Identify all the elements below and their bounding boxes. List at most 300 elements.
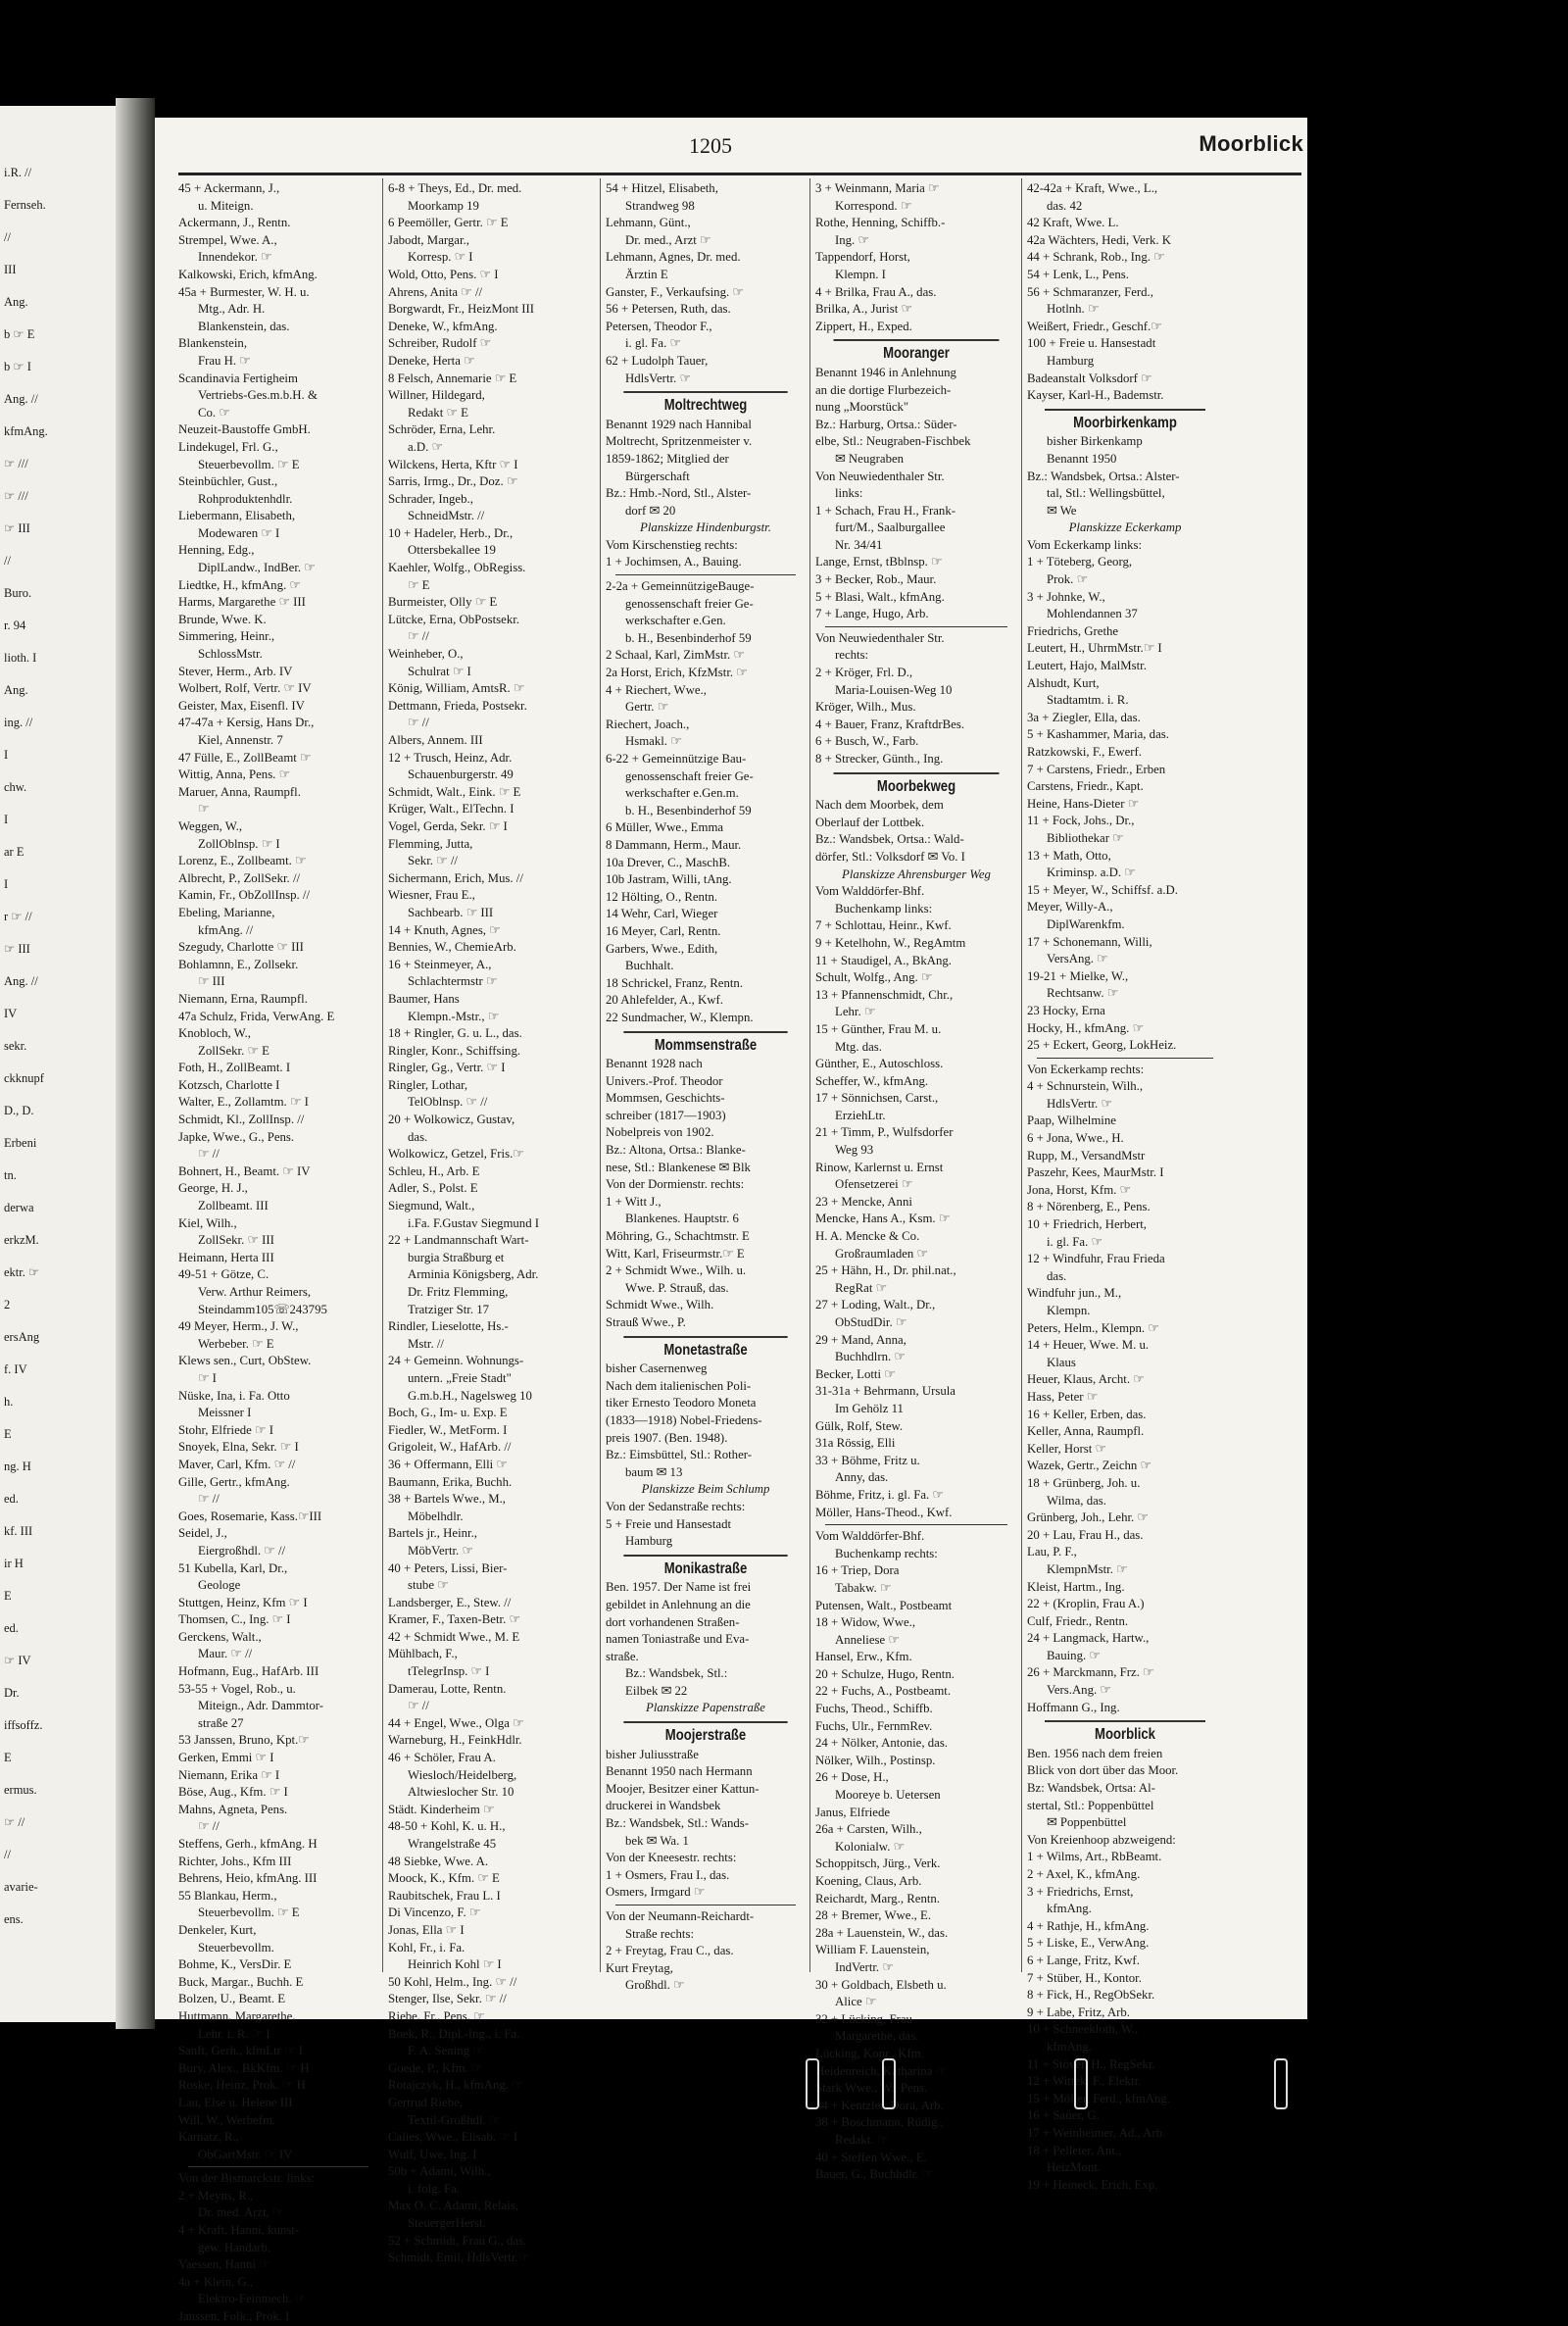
entry-line: 4a + Klein, G., bbox=[178, 2274, 254, 2289]
entry-line: ZollSekr. ☞ E bbox=[198, 1043, 270, 1058]
entry-line: b. H., Besenbinderhof 59 bbox=[625, 630, 752, 645]
entry-line: George, H. J., bbox=[178, 1181, 248, 1196]
entry-line: Calies, Wwe., Elisab. ☞ I bbox=[388, 2130, 518, 2145]
running-head: Moorblick bbox=[1199, 131, 1303, 156]
entry-line: Ofensetzerei ☞ bbox=[835, 1177, 913, 1192]
entry-line: genossenschaft freier Ge- bbox=[625, 596, 754, 611]
entry-line: druckerei in Wandsbek bbox=[606, 1799, 721, 1813]
entry-line: 5 + Freie und Hansestadt bbox=[606, 1516, 732, 1531]
entry-line: Mommsen, Geschichts- bbox=[606, 1091, 725, 1106]
entry-line: Simmering, Heinr., bbox=[178, 629, 275, 644]
entry-line: HdlsVertr. ☞ bbox=[625, 371, 691, 385]
entry-line: Weinheber, O., bbox=[388, 647, 464, 662]
entry-line: dörfer, Stl.: Volksdorf ✉ Vo. I bbox=[815, 849, 965, 864]
entry-line: 2 + Axel, K., kfmAng. bbox=[1027, 1867, 1141, 1881]
entry-line: 6 Peemöller, Gertr. ☞ E bbox=[388, 216, 509, 230]
entry-line: Klaus bbox=[1047, 1355, 1076, 1369]
entry-line: Schulrat ☞ I bbox=[408, 664, 471, 678]
entry-line: 14 + Knuth, Agnes, ☞ bbox=[388, 922, 501, 937]
entry-line: Lütcke, Erna, ObPostsekr. bbox=[388, 612, 519, 626]
entry-line: Heinrich Kohl ☞ I bbox=[408, 1957, 502, 1972]
entry-line: Kamin, Fr., ObZollInsp. // bbox=[178, 888, 311, 903]
entry-line: Schmidt, Kl., ZollInsp. // bbox=[178, 1113, 305, 1127]
entry-line: Von der Dormienstr. rechts: bbox=[606, 1177, 745, 1192]
left-page-text-fragment: b ☞ I bbox=[4, 360, 31, 373]
entry-line: Alice ☞ bbox=[835, 1995, 877, 2009]
entry-line: Buchenkamp rechts: bbox=[835, 1546, 938, 1560]
book-gutter bbox=[116, 98, 155, 2029]
left-page-text-fragment: ar E bbox=[4, 845, 24, 859]
entry-line: 18 + Ringler, G. u. L., das. bbox=[388, 1026, 522, 1041]
entry-line: Huttmann, Margarethe, bbox=[178, 2008, 296, 2023]
entry-line: 17 + Sönnichsen, Carst., bbox=[815, 1091, 939, 1106]
entry-line: 12 + Windfuhr, Frau Frieda bbox=[1027, 1252, 1165, 1266]
entry-line: Zippert, H., Exped. bbox=[815, 319, 912, 333]
entry-line: Henning, Edg., bbox=[178, 543, 255, 558]
entry-line: Anny, das. bbox=[835, 1470, 889, 1485]
left-page-text-fragment: I bbox=[4, 877, 9, 891]
entry-line: 62 + Ludolph Tauer, bbox=[606, 353, 709, 368]
entry-line: 18 + Pelleter, Ant., bbox=[1027, 2143, 1122, 2157]
entry-line: Damerau, Lotte, Rentn. bbox=[388, 1681, 507, 1696]
entry-line: 4 + Riechert, Wwe., bbox=[606, 682, 707, 697]
entry-line: 5 + Liske, E., VerwAng. bbox=[1027, 1936, 1150, 1951]
entry-line: Möhring, G., Schachtmstr. E bbox=[606, 1229, 750, 1244]
left-page-text-fragment: iffsoffz. bbox=[4, 1718, 43, 1732]
entry-line: u. Miteign. bbox=[198, 198, 254, 213]
entry-line: Eiergroßhdl. ☞ // bbox=[198, 1543, 286, 1558]
entry-line: 12 + Trusch, Heinz, Adr. bbox=[388, 750, 513, 765]
entry-line: Becker, Lotti ☞ bbox=[815, 1366, 896, 1381]
entry-line: straße. bbox=[606, 1649, 639, 1663]
entry-line: Wiesloch/Heidelberg, bbox=[408, 1767, 517, 1782]
entry-line: 47a Schulz, Frida, VerwAng. E bbox=[178, 1009, 335, 1023]
entry-line: kfmAng. // bbox=[198, 922, 254, 937]
entry-line: G.m.b.H., Nagelsweg 10 bbox=[408, 1388, 532, 1403]
entry-line: Deneke, W., kfmAng. bbox=[388, 319, 498, 333]
entry-line: Brunde, Wwe. K. bbox=[178, 612, 267, 626]
left-page-text-fragment: // bbox=[4, 554, 11, 568]
entry-line: Wolbert, Rolf, Vertr. ☞ IV bbox=[178, 681, 312, 696]
entry-line: Korrespond. ☞ bbox=[835, 198, 912, 213]
entry-line: SchneidMstr. // bbox=[408, 509, 485, 523]
entry-line: Roske, Heinz, Prok. ☞ H bbox=[178, 2078, 306, 2093]
entry-line: Ackermann, J., Rentn. bbox=[178, 216, 291, 230]
entry-line: ☞ // bbox=[198, 1819, 220, 1834]
entry-line: Moojer, Besitzer einer Kattun- bbox=[606, 1781, 760, 1796]
entry-line: Von Neuwiedenthaler Str. bbox=[815, 469, 945, 483]
entry-line: Rupp, M., VersandMstr bbox=[1027, 1148, 1146, 1163]
left-page-text-fragment: // bbox=[4, 1848, 11, 1861]
entry-line: F. A. Sening ☞ bbox=[408, 2044, 484, 2058]
entry-line: Verw. Arthur Reimers, bbox=[198, 1285, 312, 1299]
entry-line: 20 + Lau, Frau H., das. bbox=[1027, 1527, 1144, 1542]
entry-line: Ganster, F., Verkaufsing. ☞ bbox=[606, 284, 744, 299]
entry-line: Kurt Freytag, bbox=[606, 1960, 673, 1975]
entry-line: Goes, Rosemarie, Kass.☞III bbox=[178, 1509, 322, 1523]
entry-line: bisher Casernenweg bbox=[606, 1361, 708, 1376]
entry-line: kfmAng. bbox=[1047, 2039, 1092, 2054]
entry-line: Rindler, Lieselotte, Hs.- bbox=[388, 1319, 509, 1334]
entry-line: Baumann, Erika, Buchh. bbox=[388, 1474, 513, 1489]
entry-line: ✉ Neugraben bbox=[835, 451, 905, 466]
entry-line: stertal, Stl.: Poppenbüttel bbox=[1027, 1798, 1154, 1812]
entry-line: 47-47a + Kersig, Hans Dr., bbox=[178, 716, 315, 730]
entry-line: ☞ // bbox=[408, 629, 429, 644]
entry-line: 12 + Wittek, F., Elektr. bbox=[1027, 2074, 1142, 2089]
entry-line: Schröder, Erna, Lehr. bbox=[388, 422, 496, 437]
entry-line: Seidel, J., bbox=[178, 1526, 227, 1541]
entry-line: Bohme, K., VersDir. E bbox=[178, 1957, 292, 1972]
entry-line: werkschafter e.Gen.m. bbox=[625, 786, 739, 801]
map-reference-note: Planskizze Ahrensburger Weg bbox=[842, 866, 991, 881]
entry-line: 15 + Möller, Ferd., kfmAng. bbox=[1027, 2091, 1171, 2105]
entry-line: SchlossMstr. bbox=[198, 647, 263, 662]
entry-line: Mooreye b. Uetersen bbox=[835, 1788, 941, 1803]
entry-line: 24 + Gemeinn. Wohnungs- bbox=[388, 1354, 524, 1368]
entry-line: Fuchs, Ulr., FernmRev. bbox=[815, 1718, 933, 1733]
entry-line: Bartels jr., Heinr., bbox=[388, 1526, 477, 1541]
entry-line: Sachbearb. ☞ III bbox=[408, 905, 494, 919]
entry-line: 26a + Carsten, Wilh., bbox=[815, 1822, 922, 1837]
entry-line: Janssen, Folk., Prok. I bbox=[178, 2309, 290, 2324]
entry-line: ✉ Poppenbüttel bbox=[1047, 1815, 1127, 1830]
entry-line: Paszehr, Kees, MaurMstr. I bbox=[1027, 1165, 1164, 1180]
entry-line: 2 + Freytag, Frau C., das. bbox=[606, 1944, 734, 1958]
entry-line: Jonas, Ella ☞ I bbox=[388, 1922, 465, 1937]
entry-line: Im Gehölz 11 bbox=[835, 1401, 904, 1415]
entry-line: Wiesner, Frau E., bbox=[388, 888, 475, 903]
film-sprocket bbox=[1274, 2058, 1288, 2109]
entry-line: Hotlnh. ☞ bbox=[1047, 302, 1100, 317]
entry-line: 18 + Grünberg, Joh. u. bbox=[1027, 1475, 1141, 1490]
entry-line: Redakt ☞ E bbox=[408, 405, 468, 420]
entry-line: Bauer, G., Buchhdlr. ☞ bbox=[815, 2167, 934, 2182]
entry-line: 55 Blankau, Herm., bbox=[178, 1888, 277, 1903]
entry-line: Hansel, Erw., Kfm. bbox=[815, 1650, 912, 1664]
entry-line: Koening, Claus, Arb. bbox=[815, 1874, 922, 1888]
entry-line: Heine, Hans-Dieter ☞ bbox=[1027, 796, 1140, 811]
entry-line: 51 Kubella, Karl, Dr., bbox=[178, 1560, 288, 1575]
entry-line: ☞ III bbox=[198, 974, 225, 989]
street-heading: Moorbekweg bbox=[834, 772, 1000, 796]
entry-line: 6 + Busch, W., Farb. bbox=[815, 734, 919, 749]
left-page-text-fragment: Ang. bbox=[4, 295, 28, 309]
entry-line: Krüger, Walt., ElTechn. I bbox=[388, 802, 514, 817]
entry-line: Ottersbekallee 19 bbox=[408, 543, 496, 558]
entry-line: 8 + Strecker, Günth., Ing. bbox=[815, 752, 944, 766]
left-page-fragment bbox=[0, 106, 116, 2022]
entry-line: Strempel, Wwe. A., bbox=[178, 232, 277, 247]
left-page-text-fragment: h. bbox=[4, 1395, 14, 1409]
entry-line: Von der Neumann-Reichardt- bbox=[606, 1909, 755, 1923]
entry-line: i. gl. Fa. ☞ bbox=[1047, 1234, 1102, 1249]
entry-line: das. bbox=[1047, 1268, 1067, 1283]
entry-line: Rotajczyk, H., kfmAng. ☞ bbox=[388, 2078, 523, 2093]
entry-line: Grigoleit, W., HafArb. // bbox=[388, 1440, 512, 1455]
entry-line: 3 + Johnke, W., bbox=[1027, 589, 1105, 604]
entry-line: Wolkowicz, Getzel, Fris.☞ bbox=[388, 1147, 524, 1162]
entry-line: 2 + Schmidt Wwe., Wilh. u. bbox=[606, 1263, 747, 1278]
entry-line: 26 + Dose, H., bbox=[815, 1770, 889, 1785]
entry-line: ObGartMstr. ☞ IV bbox=[198, 2147, 293, 2161]
entry-line: 7 + Carstens, Friedr., Erben bbox=[1027, 762, 1166, 776]
entry-line: Schmidt, Emil, HdlsVertr.☞ bbox=[388, 2251, 530, 2265]
street-heading: Moltrechtweg bbox=[623, 391, 787, 415]
entry-line: ObStudDir. ☞ bbox=[835, 1315, 907, 1329]
entry-line: Weggen, W., bbox=[178, 818, 243, 833]
entry-line: Von Eckerkamp rechts: bbox=[1027, 1062, 1145, 1076]
entry-line: tiker Ernesto Teodoro Moneta bbox=[606, 1396, 757, 1410]
entry-line: Buck, Margar., Buchh. E bbox=[178, 1974, 304, 1989]
entry-line: 19-21 + Mielke, W., bbox=[1027, 968, 1129, 983]
entry-line: Nach dem italienischen Poli- bbox=[606, 1378, 752, 1393]
entry-line: dort vorhandenen Straßen- bbox=[606, 1614, 740, 1629]
entry-line: tal, Stl.: Wellingsbüttel, bbox=[1047, 486, 1165, 501]
entry-line: 15 + Meyer, W., Schiffsf. a.D. bbox=[1027, 882, 1178, 897]
entry-line: Nach dem Moorbek, dem bbox=[815, 798, 944, 813]
entry-line: Harms, Margarethe ☞ III bbox=[178, 595, 306, 610]
entry-line: 1 + Schach, Frau H., Frank- bbox=[815, 503, 956, 518]
entry-line: Geologe bbox=[198, 1578, 241, 1593]
entry-line: Liedtke, H., kfmAng. ☞ bbox=[178, 577, 301, 592]
entry-line: 3 + Friedrichs, Ernst, bbox=[1027, 1884, 1134, 1899]
entry-line: an die dortige Flurbezeich- bbox=[815, 382, 952, 397]
left-page-text-fragment: I bbox=[4, 748, 9, 762]
entry-line: Janus, Elfriede bbox=[815, 1805, 891, 1819]
entry-line: VersAng. ☞ bbox=[1047, 952, 1108, 966]
map-reference-note: Planskizze Hindenburgstr. bbox=[640, 520, 771, 535]
film-sprocket bbox=[806, 2058, 819, 2109]
entry-line: Albers, Annem. III bbox=[388, 733, 483, 747]
entry-line: Von der Sedanstraße rechts: bbox=[606, 1499, 746, 1513]
entry-line: Rothe, Henning, Schiffb.- bbox=[815, 216, 946, 230]
entry-line: Redakt. ☞ bbox=[835, 2132, 889, 2147]
entry-line: 9 + Ketelhohn, W., RegAmtm bbox=[815, 935, 966, 950]
column-divider bbox=[1021, 178, 1022, 1972]
entry-line: 8 + Nörenberg, E., Pens. bbox=[1027, 1200, 1151, 1214]
entry-line: 7 + Schlottau, Heinr., Kwf. bbox=[815, 918, 952, 933]
entry-line: Thomsen, C., Ing. ☞ I bbox=[178, 1612, 291, 1627]
entry-line: 10 + Schneekloth, W., bbox=[1027, 2022, 1139, 2037]
entry-line: 46 + Schöler, Frau A. bbox=[388, 1751, 496, 1765]
entry-line: bek ✉ Wa. 1 bbox=[625, 1833, 689, 1848]
entry-line: Steffens, Gerh., kfmAng. H bbox=[178, 1837, 318, 1851]
section-rule bbox=[615, 574, 796, 575]
entry-line: 16 + Keller, Erben, das. bbox=[1027, 1407, 1147, 1421]
directory-page bbox=[155, 118, 1307, 2324]
entry-line: Lehmann, Günt., bbox=[606, 216, 691, 230]
entry-line: Vaessen, Hanni ☞ bbox=[178, 2257, 270, 2272]
entry-line: Kiel, Annenstr. 7 bbox=[198, 733, 283, 747]
entry-line: Wilma, das. bbox=[1047, 1493, 1106, 1508]
entry-line: DiplWarenkfm. bbox=[1047, 916, 1125, 931]
entry-line: Bz.: Eimsbüttel, Stl.: Rother- bbox=[606, 1448, 753, 1462]
entry-line: Sanft, Gerh., kfmLtr ☞ I bbox=[178, 2044, 303, 2058]
left-page-text-fragment: ckknupf bbox=[4, 1071, 44, 1085]
entry-line: 25 + Hähn, H., Dr. phil.nat., bbox=[815, 1263, 956, 1278]
entry-line: dorf ✉ 20 bbox=[625, 503, 676, 518]
left-page-text-fragment: 2 bbox=[4, 1298, 11, 1311]
entry-line: 25 + Eckert, Georg, LokHeiz. bbox=[1027, 1038, 1177, 1053]
entry-line: untern. „Freie Stadt" bbox=[408, 1370, 512, 1385]
entry-line: 17 + Weinheimer, Ad., Arb. bbox=[1027, 2125, 1166, 2140]
entry-line: Alshudt, Kurt, bbox=[1027, 675, 1100, 690]
column-5 bbox=[1027, 180, 1223, 2194]
entry-line: Lau, Else u. Helene III bbox=[178, 2095, 293, 2109]
entry-line: Gerckens, Walt., bbox=[178, 1629, 262, 1644]
entry-line: Boek, R., Dipl.-Ing., i. Fa. bbox=[388, 2026, 520, 2041]
entry-line: Rechtsanw. ☞ bbox=[1047, 986, 1119, 1001]
left-page-text-fragment: Ang. // bbox=[4, 392, 38, 406]
entry-line: Schmidt, Walt., Eink. ☞ E bbox=[388, 784, 521, 799]
entry-line: 4 + Bauer, Franz, KraftdrBes. bbox=[815, 717, 965, 731]
entry-line: 19 + Heineck, Erich, Exp. bbox=[1027, 2177, 1158, 2192]
entry-line: Wwe. P. Strauß, das. bbox=[625, 1280, 729, 1295]
entry-line: Strauß Wwe., P. bbox=[606, 1315, 686, 1329]
entry-line: Mtg., Adr. H. bbox=[198, 302, 266, 317]
entry-line: Von der Kneesestr. rechts: bbox=[606, 1851, 737, 1865]
entry-line: Arminia Königsberg, Adr. bbox=[408, 1267, 539, 1282]
left-page-text-fragment: derwa bbox=[4, 1201, 34, 1214]
entry-line: 11 + Fock, Johs., Dr., bbox=[1027, 814, 1135, 828]
entry-line: Modewaren ☞ I bbox=[198, 525, 280, 540]
entry-line: TelOblnsp. ☞ // bbox=[408, 1095, 488, 1110]
entry-line: Garbers, Wwe., Edith, bbox=[606, 941, 718, 956]
entry-line: Textil-Großhdl. ☞ bbox=[408, 2112, 501, 2127]
entry-line: Bz: Wandsbek, Ortsa: Al- bbox=[1027, 1781, 1155, 1796]
entry-line: Dr. med., Arzt ☞ bbox=[625, 232, 711, 247]
entry-line: Straße rechts: bbox=[625, 1926, 695, 1941]
entry-line: nung „Moorstück" bbox=[815, 400, 909, 415]
entry-line: Riebe, Fr., Pens. ☞ bbox=[388, 2008, 485, 2023]
entry-line: Großhdl. ☞ bbox=[625, 1978, 685, 1993]
entry-line: 4 + Schnurstein, Wilh., bbox=[1027, 1079, 1144, 1094]
entry-line: ☞ // bbox=[408, 1699, 429, 1713]
entry-line: Werbeber. ☞ E bbox=[198, 1336, 274, 1351]
entry-line: 40 + Peters, Lissi, Bier- bbox=[388, 1560, 508, 1575]
entry-line: Liebermann, Elisabeth, bbox=[178, 509, 296, 523]
entry-line: 28a + Lauenstein, W., das. bbox=[815, 1925, 949, 1940]
entry-line: Margarethe, das. bbox=[835, 2029, 919, 2044]
entry-line: Wittig, Anna, Pens. ☞ bbox=[178, 767, 291, 782]
entry-line: Stadtamtm. i. R. bbox=[1047, 693, 1129, 708]
entry-line: straße 27 bbox=[198, 1715, 244, 1730]
entry-line: Willner, Hildegard, bbox=[388, 388, 485, 403]
entry-line: Gerken, Emmi ☞ I bbox=[178, 1751, 274, 1765]
entry-line: Meissner I bbox=[198, 1406, 252, 1420]
entry-line: Benannt 1950 bbox=[1047, 451, 1117, 466]
entry-line: Sichermann, Erich, Mus. // bbox=[388, 870, 523, 885]
entry-line: Ben. 1957. Der Name ist frei bbox=[606, 1580, 752, 1595]
entry-line: 13 + Math, Otto, bbox=[1027, 848, 1111, 863]
entry-line: 4 + Kraft, Hanni, kunst- bbox=[178, 2223, 300, 2238]
entry-line: Carstens, Friedr., Kapt. bbox=[1027, 779, 1144, 794]
entry-line: 2 + Meyns, R., bbox=[178, 2188, 254, 2202]
left-page-text-fragment: Ang. // bbox=[4, 974, 38, 988]
entry-line: Blankenes. Hauptstr. 6 bbox=[625, 1212, 739, 1226]
entry-line: Tabakw. ☞ bbox=[835, 1580, 892, 1595]
entry-line: Maur. ☞ // bbox=[198, 1647, 253, 1661]
entry-line: Warneburg, H., FeinkHdlr. bbox=[388, 1733, 522, 1748]
entry-line: Klempn.-Mstr., ☞ bbox=[408, 1009, 500, 1023]
entry-line: 6 + Lange, Fritz, Kwf. bbox=[1027, 1953, 1140, 1967]
entry-line: Univers.-Prof. Theodor bbox=[606, 1073, 723, 1088]
entry-line: 6-22 + Gemeinnützige Bau- bbox=[606, 752, 747, 766]
entry-line: Hamburg bbox=[625, 1534, 673, 1549]
street-heading: Moojerstraße bbox=[623, 1721, 787, 1745]
left-page-text-fragment: f. IV bbox=[4, 1362, 27, 1376]
entry-line: 38 + Bartels Wwe., M., bbox=[388, 1492, 507, 1507]
entry-line: 13 + Pfannenschmidt, Chr., bbox=[815, 987, 954, 1002]
entry-line: William F. Lauenstein, bbox=[815, 1943, 930, 1957]
entry-line: Blankenstein, bbox=[178, 336, 248, 351]
left-page-text-fragment: Dr. bbox=[4, 1686, 20, 1700]
entry-line: Adler, S., Polst. E bbox=[388, 1181, 478, 1196]
entry-line: Rohproduktenhdlr. bbox=[198, 491, 293, 506]
entry-line: 23 + Mencke, Anni bbox=[815, 1194, 912, 1209]
entry-line: Von der Bismarckstr. links: bbox=[178, 2171, 316, 2186]
entry-line: 14 Wehr, Carl, Wieger bbox=[606, 907, 718, 921]
entry-line: Bz.: Wandsbek, Ortsa.: Wald- bbox=[815, 832, 964, 847]
entry-line: Schleu, H., Arb. E bbox=[388, 1163, 480, 1178]
entry-line: 22 Sundmacher, W., Klempn. bbox=[606, 1010, 754, 1024]
entry-line: gebildet in Anlehnung an die bbox=[606, 1597, 751, 1611]
entry-line: 15 + Günther, Frau M. u. bbox=[815, 1021, 942, 1036]
entry-line: Ahrens, Anita ☞ // bbox=[388, 284, 483, 299]
left-page-text-fragment: erkzM. bbox=[4, 1233, 39, 1247]
entry-line: Kröger, Wilh., Mus. bbox=[815, 700, 916, 715]
entry-line: elbe, Stl.: Neugraben-Fischbek bbox=[815, 434, 971, 449]
entry-line: Vertriebs-Ges.m.b.H. & bbox=[198, 388, 318, 403]
map-reference-note: Planskizze Eckerkamp bbox=[1068, 520, 1182, 535]
entry-line: 56 + Schmaranzer, Ferd., bbox=[1027, 284, 1153, 299]
entry-line: Lorenz, E., Zollbeamt. ☞ bbox=[178, 854, 307, 868]
entry-line: schreiber (1817—1903) bbox=[606, 1108, 726, 1122]
entry-line: Von Kreienhoop abzweigend: bbox=[1027, 1832, 1176, 1847]
left-page-text-fragment: III bbox=[4, 263, 17, 276]
left-page-text-fragment: lioth. I bbox=[4, 651, 37, 665]
entry-line: 5 + Kashammer, Maria, das. bbox=[1027, 727, 1169, 742]
entry-line: Goede, P., Kfm. ☞ bbox=[388, 2060, 483, 2075]
entry-line: Grünberg, Joh., Lehr. ☞ bbox=[1027, 1510, 1149, 1525]
entry-line: 2a Horst, Erich, KfzMstr. ☞ bbox=[606, 666, 748, 680]
entry-line: IndVertr. ☞ bbox=[835, 1959, 894, 1974]
entry-line: Leutert, H., UhrmMstr.☞ I bbox=[1027, 641, 1162, 656]
entry-line: Eilbek ✉ 22 bbox=[625, 1683, 688, 1698]
left-page-text-fragment: b ☞ E bbox=[4, 327, 35, 341]
entry-line: 31-31a + Behrmann, Ursula bbox=[815, 1384, 956, 1399]
entry-line: Kiel, Wilh., bbox=[178, 1215, 237, 1230]
entry-line: Badeanstalt Volksdorf ☞ bbox=[1027, 371, 1152, 385]
entry-line: Deneke, Herta ☞ bbox=[388, 353, 475, 368]
entry-line: 21 + Timm, P., Wulfsdorfer bbox=[815, 1125, 954, 1140]
entry-line: Steindamm105☏243795 bbox=[198, 1302, 327, 1316]
left-page-text-fragment: ektr. ☞ bbox=[4, 1265, 40, 1279]
left-page-text-fragment: // bbox=[4, 230, 11, 244]
entry-line: Ringler, Gg., Vertr. ☞ I bbox=[388, 1061, 506, 1075]
left-page-text-fragment: kfmAng. bbox=[4, 424, 48, 438]
entry-line: 22 + (Kroplin, Frau A.) bbox=[1027, 1597, 1145, 1611]
left-page-text-fragment: Buro. bbox=[4, 586, 32, 600]
entry-line: Wrangelstraße 45 bbox=[408, 1837, 497, 1851]
entry-line: Lau, P. F., bbox=[1027, 1545, 1077, 1559]
entry-line: Nr. 34/41 bbox=[835, 537, 883, 552]
entry-line: HeizMont. bbox=[1047, 2160, 1102, 2175]
entry-line: 53 Janssen, Bruno, Kpt.☞ bbox=[178, 1733, 310, 1748]
entry-line: das. 42 bbox=[1047, 198, 1083, 213]
entry-line: 16 + Steinmeyer, A., bbox=[388, 957, 492, 971]
